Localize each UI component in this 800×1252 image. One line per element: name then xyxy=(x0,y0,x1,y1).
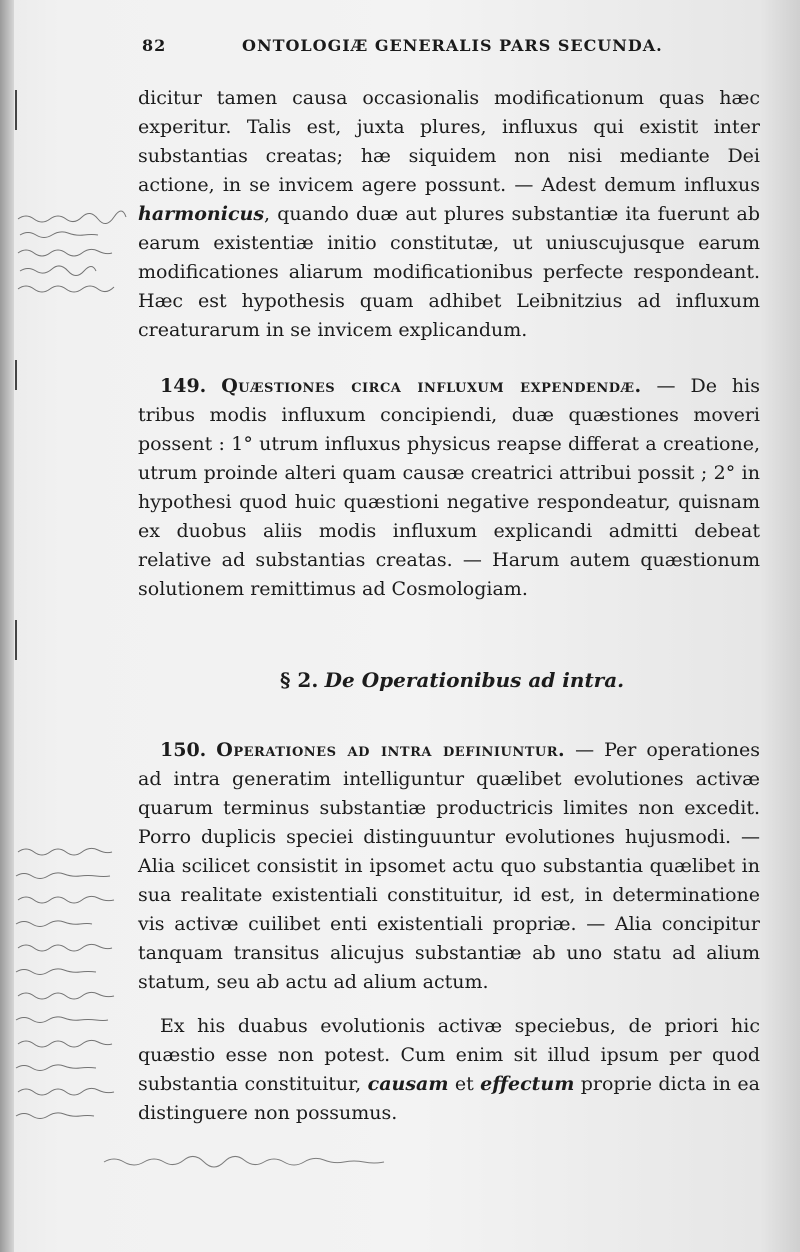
paragraph-150 xyxy=(138,736,760,997)
paragraph-intro xyxy=(138,84,760,345)
paragraph-149 xyxy=(138,372,760,604)
handwritten-marginalia-top xyxy=(14,205,140,315)
running-head xyxy=(142,36,782,60)
final-text-middle: et xyxy=(448,1073,481,1095)
final-text-before: Ex his duabus evolutionis activæ speciebus, de priori hic quæstio esse non potest. Cum enim sit illud ipsum per quod substantia constituitur, xyxy=(138,1015,760,1095)
pencil-margin-line xyxy=(15,90,17,130)
final-italic-causam: causam xyxy=(367,1073,449,1095)
section-symbol: § 2. xyxy=(280,668,319,692)
pencil-margin-line xyxy=(15,360,17,390)
page-number: 82 xyxy=(142,36,167,55)
handwritten-marginalia-bottom xyxy=(10,840,138,1180)
final-italic-effectum: effectum xyxy=(480,1073,575,1095)
para-150-number: 150. xyxy=(160,739,207,761)
para-149-heading: Quæstiones circa influxum expendendæ. xyxy=(221,375,642,397)
section-heading xyxy=(280,668,640,692)
intro-text: dicitur tamen causa occasionalis modificationum quas hæc experitur. Talis est, juxta plures, influxus qui existit inter substantias creatas; hæ siquidem non nisi mediante Dei actione, in se invicem agere possunt. — Adest demum influxus xyxy=(138,87,760,196)
final-text-after: proprie dicta in ea distinguere non possumus. xyxy=(138,1073,760,1124)
pencil-margin-line xyxy=(15,620,17,660)
running-head-title: ONTOLOGIÆ GENERALIS PARS SECUNDA. xyxy=(242,36,663,55)
para-149-number: 149. xyxy=(160,375,207,397)
section-title: De Operationibus ad intra. xyxy=(324,668,625,692)
para-150-text: — Per operationes ad intra generatim intelliguntur quælibet evolutiones activæ quarum terminus substantiæ productricis limites non excedit. Porro duplicis speciei distinguuntur evolutiones hujusmodi. — Alia scilicet consistit in ipsomet actu quo substantia quælibet in sua realitate existentiali constituitur, id est, in determinatione vis activæ cuilibet enti existentiali propriæ. — Alia concipitur tanquam transitus alicujus substantiæ ab uno statu ad alium statum, seu ab actu ad alium actum. xyxy=(138,739,761,993)
handwritten-footnote-scribble xyxy=(100,1148,400,1174)
paragraph-final xyxy=(138,1012,760,1128)
intro-italic-term: harmonicus xyxy=(138,203,265,225)
para-150-heading: Operationes ad intra definiuntur. xyxy=(216,739,566,761)
intro-text-rest: , quando duæ aut plures substantiæ ita fuerunt ab earum existentiæ initio constitutæ, ut uniuscujusque earum modificationes aliarum modificationibus perfecte respondeant. Hæc est hypothesis quam adhibet Leibnitzius ad influxum creaturarum in se invicem explicandum. xyxy=(138,203,760,341)
para-149-text: — De his tribus modis influxum concipiendi, duæ quæstiones moveri possent : 1° utrum influxus physicus reapse differat a creatione, utrum proinde alteri quam causæ creatrici attribui possit ; 2° in hypothesi quod huic quæstioni negative respondeatur, quisnam ex duobus aliis modis influxum explicandi admitti debeat relative ad substantias creatas. — Harum autem quæstionum solutionem remittimus ad Cosmologiam. xyxy=(138,375,760,600)
